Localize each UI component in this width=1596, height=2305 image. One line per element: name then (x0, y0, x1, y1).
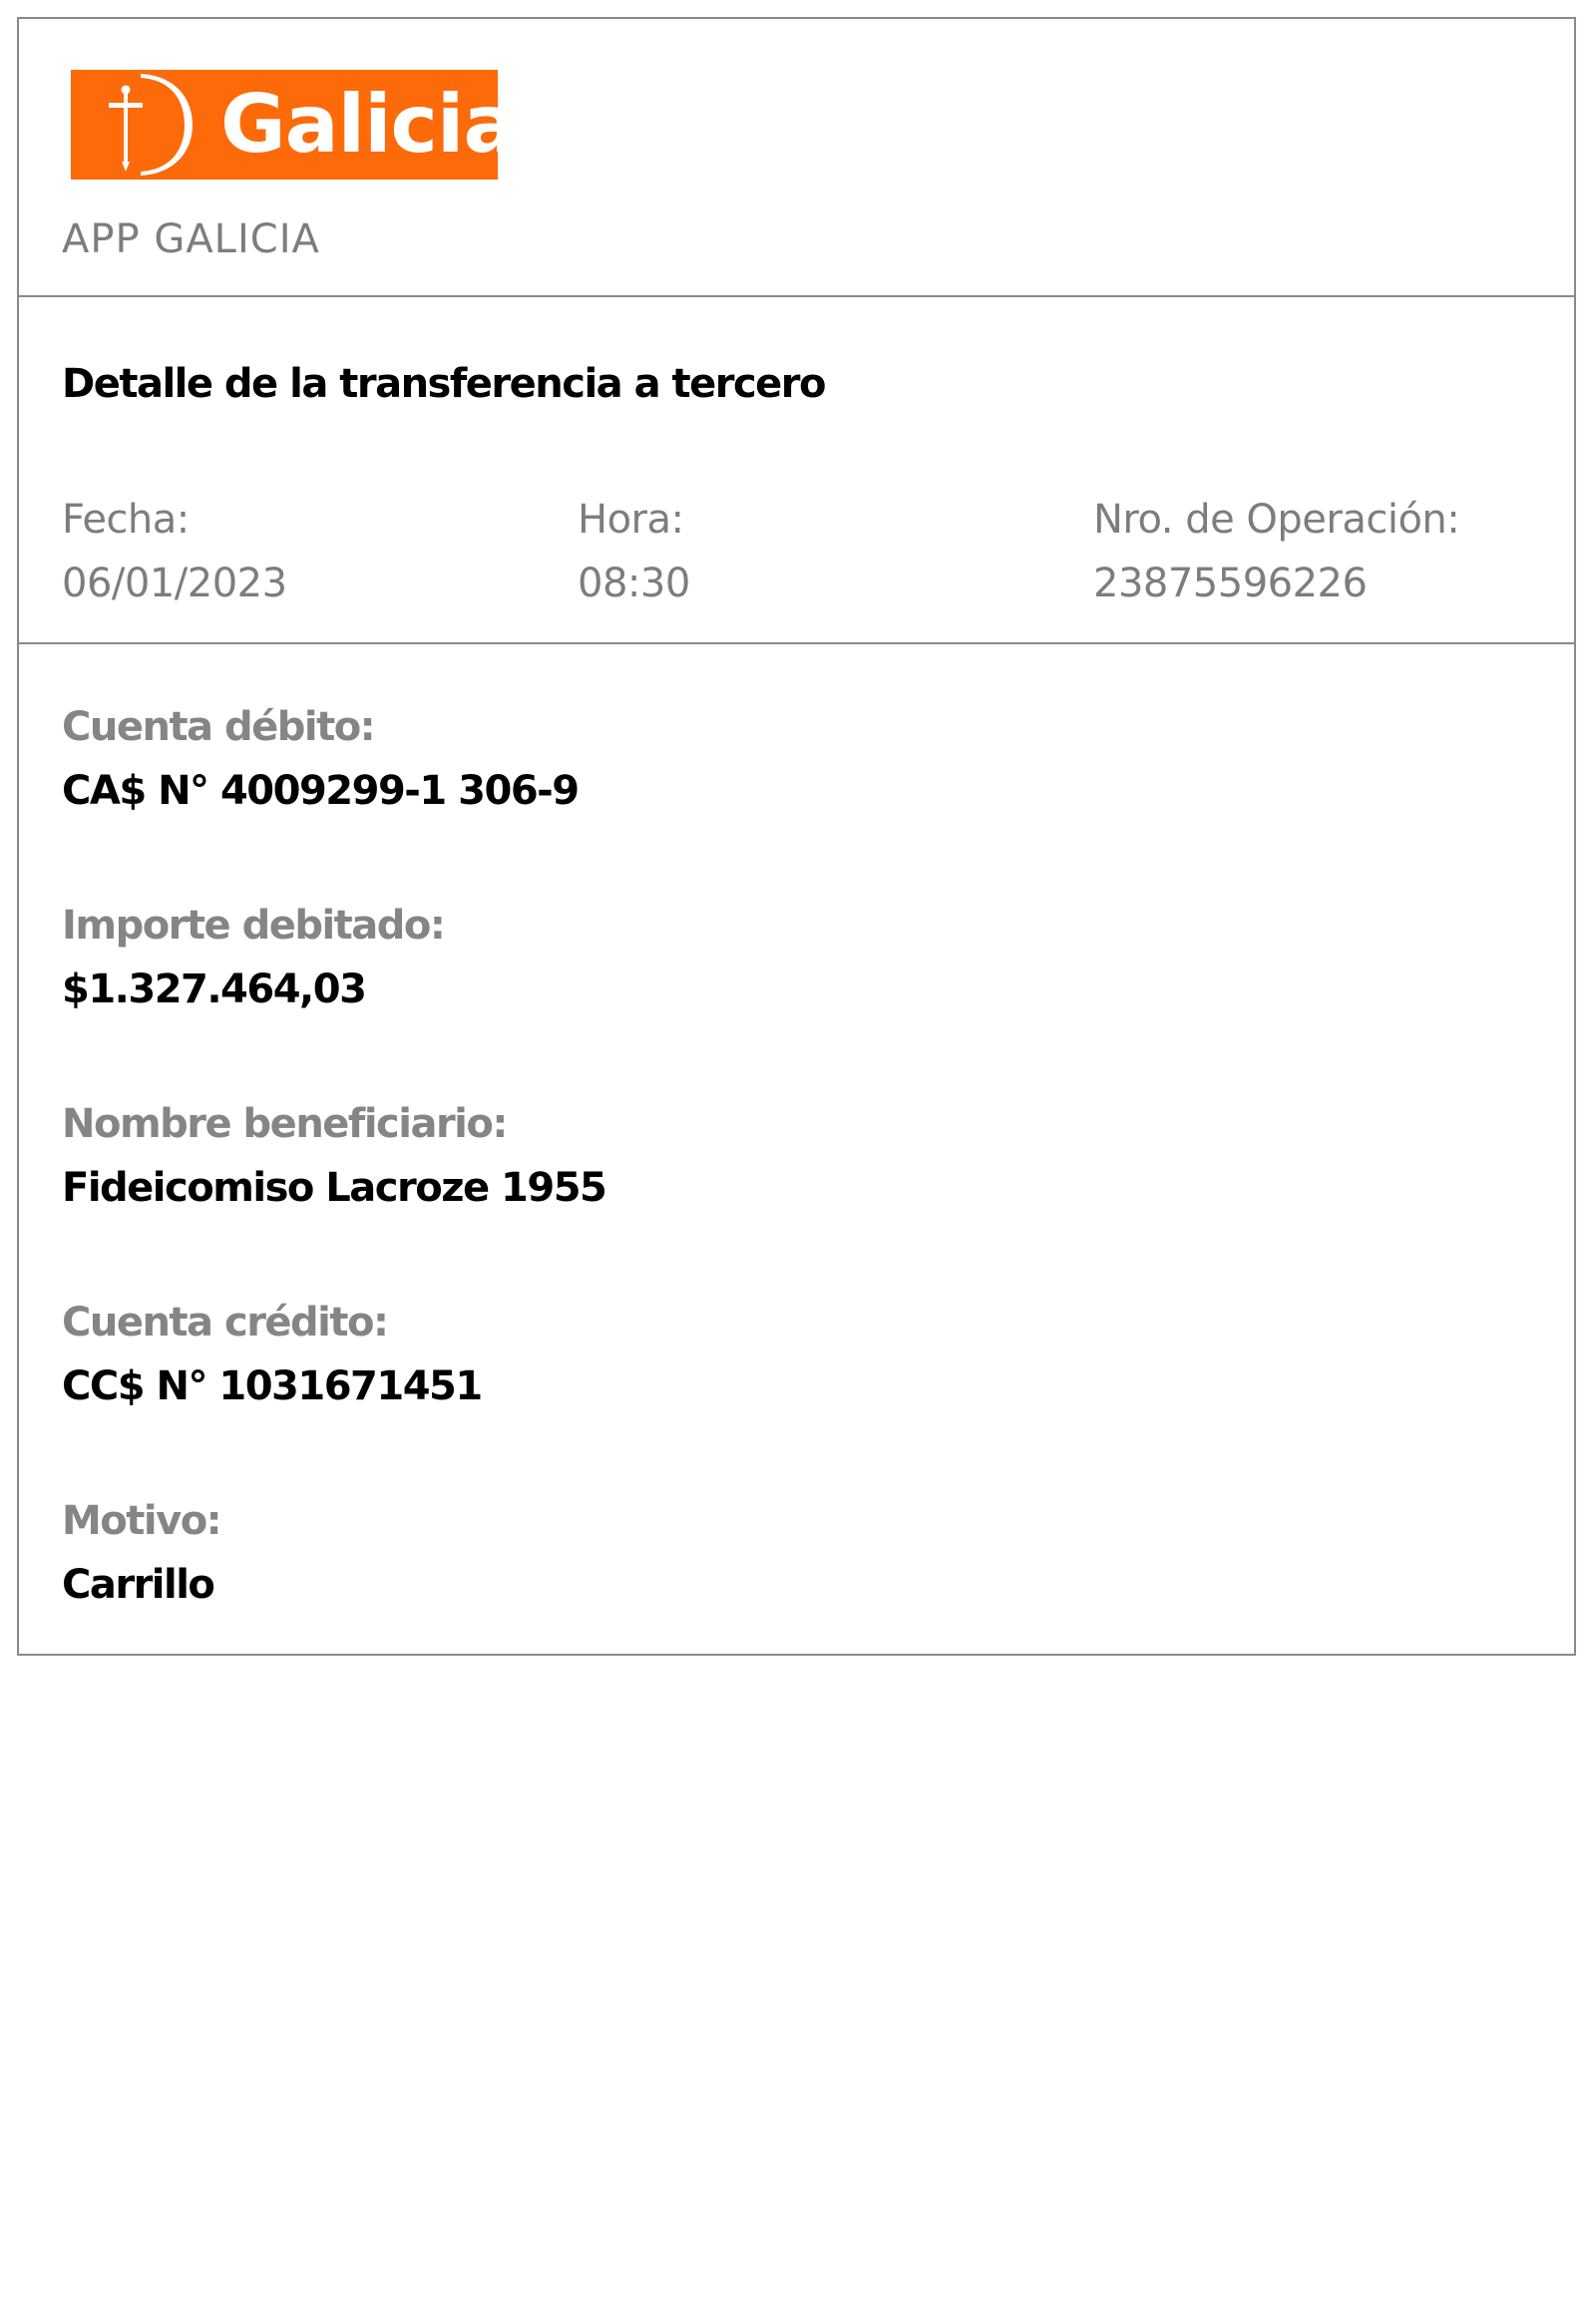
logo-wordmark: Galicia (220, 78, 517, 171)
transfer-summary (19, 297, 1574, 644)
cuenta-credito-field (62, 1298, 482, 1411)
importe-field (62, 901, 444, 1014)
beneficiario-label: Nombre beneficiario: (62, 1101, 507, 1147)
cuenta-debito-label: Cuenta débito: (62, 704, 375, 750)
beneficiario-field (62, 1099, 605, 1213)
galicia-logo (71, 70, 517, 180)
transfer-receipt (17, 17, 1576, 1656)
operacion-label: Nro. de Operación: (1093, 497, 1460, 543)
motivo-label: Motivo: (62, 1498, 221, 1544)
importe-value: $1.327.464,03 (62, 966, 366, 1012)
app-name: APP GALICIA (62, 216, 320, 262)
page-title: Detalle de la transferencia a tercero (62, 361, 826, 407)
receipt-header (19, 19, 1574, 297)
hora-label: Hora: (578, 497, 684, 543)
importe-label: Importe debitado: (62, 903, 445, 949)
operacion-block (1093, 495, 1459, 608)
cuenta-credito-label: Cuenta crédito: (62, 1300, 388, 1345)
hora-value: 08:30 (578, 561, 690, 606)
motivo-value: Carrillo (62, 1562, 214, 1608)
fecha-label: Fecha: (62, 497, 190, 543)
fecha-value: 06/01/2023 (62, 561, 287, 606)
cuenta-debito-value: CA$ N° 4009299-1 306-9 (62, 768, 579, 814)
hora-block (578, 495, 690, 608)
cuenta-debito-field (62, 702, 579, 816)
motivo-field (62, 1496, 220, 1610)
cuenta-credito-value: CC$ N° 1031671451 (62, 1363, 482, 1409)
fecha-block (62, 495, 287, 608)
beneficiario-value: Fideicomiso Lacroze 1955 (62, 1165, 606, 1211)
operacion-value: 23875596226 (1093, 561, 1368, 606)
transfer-details (19, 644, 1574, 1654)
